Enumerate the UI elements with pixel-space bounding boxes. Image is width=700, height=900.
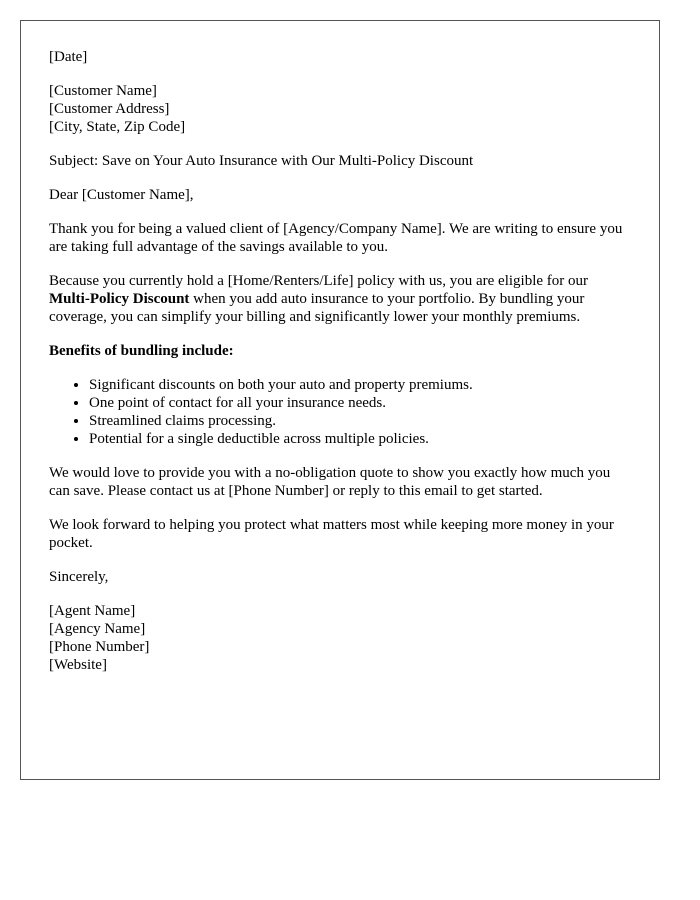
benefits-heading: Benefits of bundling include: [49, 343, 234, 359]
salutation: Dear [Customer Name], [49, 187, 194, 203]
signature-agency-name: [Agency Name] [49, 621, 146, 637]
signature-website: [Website] [49, 657, 107, 673]
eligibility-paragraph [49, 272, 631, 326]
eligibility-text-after: when you add auto insurance to your portfolio. By bundling your coverage, you can simplify your billing and significantly lower your monthly premiums. [49, 291, 585, 325]
benefit-item: • Potential for a single deductible across multiple policies. [89, 430, 631, 448]
closing-word: Sincerely, [49, 569, 109, 585]
signature-agent-name: [Agent Name] [49, 603, 136, 619]
signature-phone: [Phone Number] [49, 639, 150, 655]
recipient-block [49, 82, 631, 136]
closing-paragraph: We look forward to helping you protect what matters most while keeping more money in your pocket. [49, 517, 614, 551]
recipient-name: [Customer Name] [49, 83, 157, 99]
benefit-item: • Streamlined claims processing. [89, 412, 631, 430]
benefits-list [49, 376, 631, 448]
eligibility-text-before: Because you currently hold a [Home/Renters/Life] policy with us, you are eligible for our [49, 273, 589, 289]
benefit-item: • Significant discounts on both your auto and property premiums. [89, 376, 631, 394]
recipient-address: [Customer Address] [49, 101, 170, 117]
benefit-item: • One point of contact for all your insurance needs. [89, 394, 631, 412]
intro-paragraph: Thank you for being a valued client of [Agency/Company Name]. We are writing to ensure you are taking full advantage of the savings available to you. [49, 221, 623, 255]
recipient-city-state-zip: [City, State, Zip Code] [49, 119, 186, 135]
discount-name: Multi-Policy Discount [49, 291, 190, 307]
letter-date: [Date] [49, 49, 88, 65]
letter-page [20, 20, 660, 780]
signature-block [49, 602, 631, 674]
quote-paragraph: We would love to provide you with a no-obligation quote to show you exactly how much you can save. Please contact us at [Phone Number] or reply to this email to get started. [49, 465, 611, 499]
subject-line: Subject: Save on Your Auto Insurance with Our Multi-Policy Discount [49, 153, 474, 169]
